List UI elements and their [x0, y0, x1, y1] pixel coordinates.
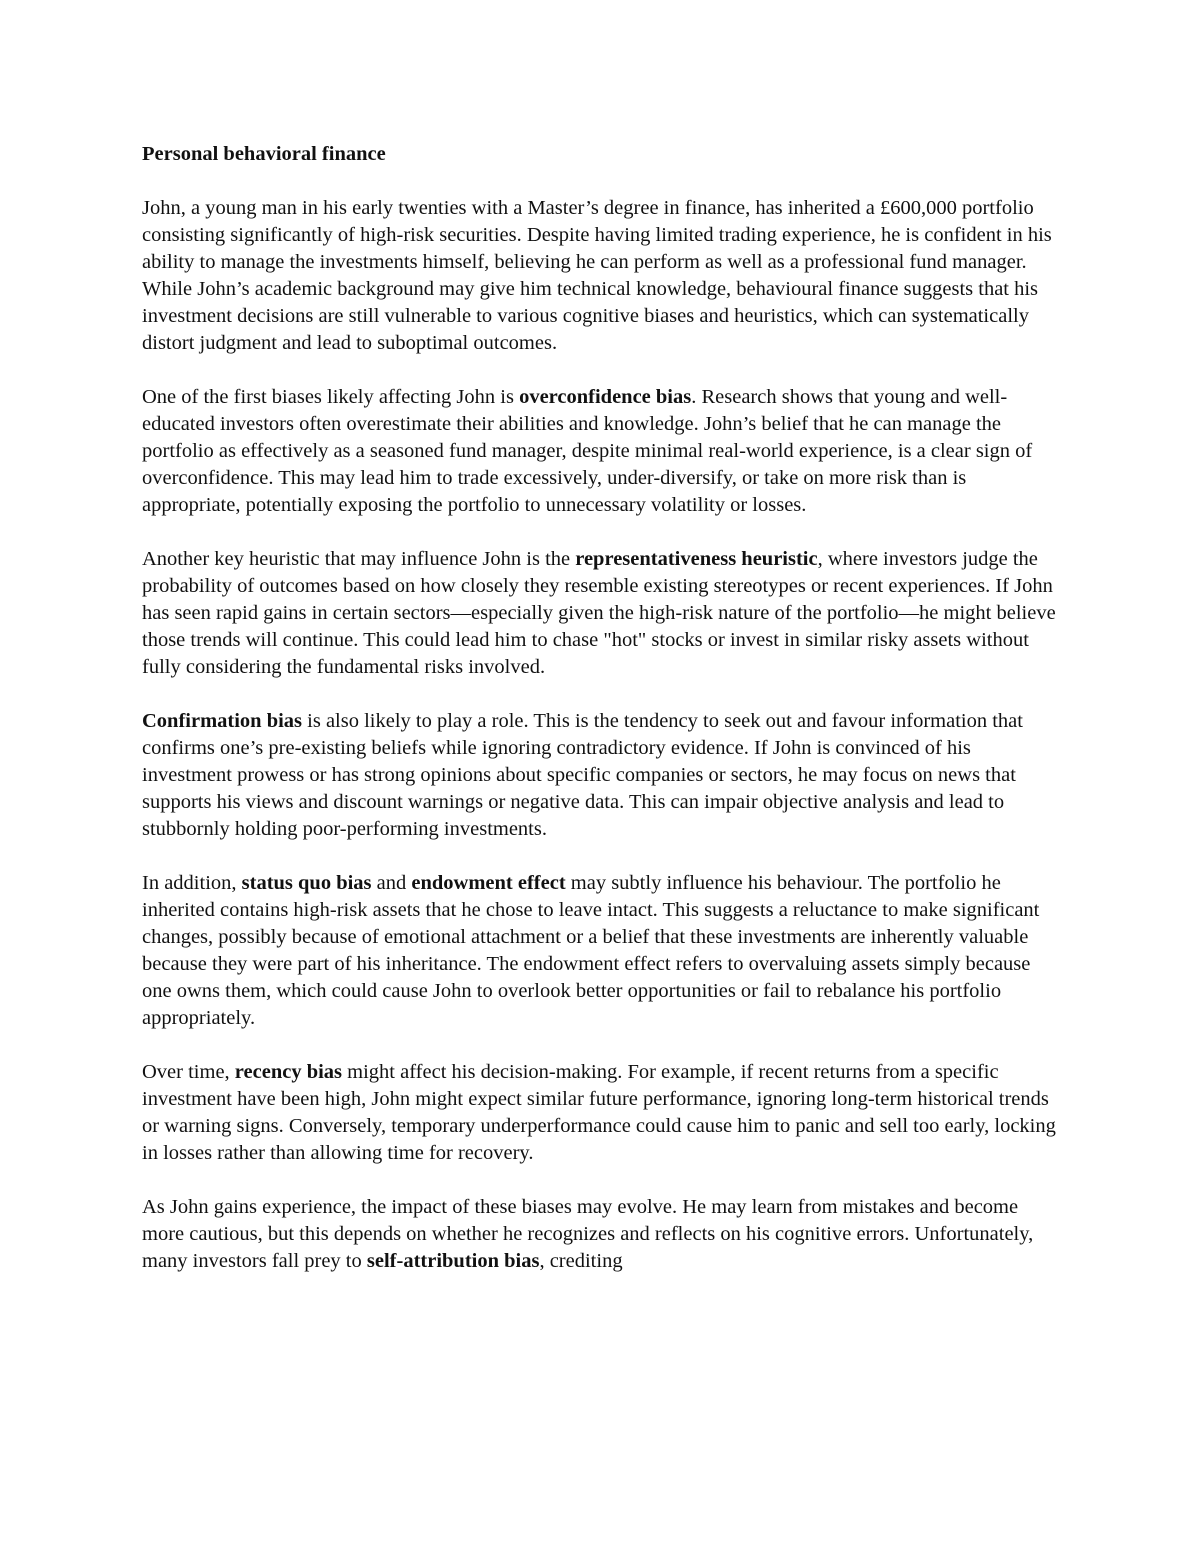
paragraph-text: . Research shows that young and well-educated investors often overestimate their abilities and knowledge. John’s belief that he can manage the portfolio as effectively as a seasoned fund manager, despite minimal real-world experience, is a clear sign of overconfidence. This may lead him to trade excessively, under-diversify, or take on more risk than is appropriate, potentially exposing the portfolio to unnecessary volatility or losses.	[142, 386, 1033, 516]
paragraph-list	[142, 195, 1062, 1275]
document-title: Personal behavioral finance	[142, 143, 386, 165]
paragraph	[142, 546, 1062, 681]
paragraph-text: , where investors judge the probability of outcomes based on how closely they resemble existing stereotypes or recent experiences. If John has seen rapid gains in certain sectors—especially given the high-risk nature of the portfolio—he might believe those trends will continue. This could lead him to chase "hot" stocks or invest in similar risky assets without fully considering the fundamental risks involved.	[142, 548, 1056, 678]
bold-term: representativeness heuristic	[575, 548, 818, 570]
bold-term: overconfidence bias	[519, 386, 692, 408]
paragraph-text: is also likely to play a role. This is the tendency to seek out and favour information that confirms one’s pre-existing beliefs while ignoring contradictory evidence. If John is convinced of his investment prowess or has strong opinions about specific companies or sectors, he may focus on news that supports his views and discount warnings or negative data. This can impair objective analysis and lead to stubbornly holding poor-performing investments.	[142, 710, 1023, 840]
paragraph	[142, 195, 1062, 357]
bold-term: self-attribution bias	[366, 1250, 540, 1272]
paragraph-text: might affect his decision-making. For example, if recent returns from a specific investment have been high, John might expect similar future performance, ignoring long-term historical trends or warning signs. Conversely, temporary underperformance could cause him to panic and sell too early, locking in losses rather than allowing time for recovery.	[142, 1061, 1056, 1164]
paragraph	[142, 870, 1062, 1032]
paragraph-text: As John gains experience, the impact of these biases may evolve. He may learn from mistakes and become more cautious, but this depends on whether he recognizes and reflects on his cognitive errors. Unfortunately, many investors fall prey to	[142, 1196, 1034, 1272]
bold-term: status quo bias	[241, 872, 372, 894]
paragraph-text: One of the first biases likely affecting John is	[142, 386, 520, 408]
paragraph-text: In addition,	[142, 872, 242, 894]
paragraph	[142, 708, 1062, 843]
paragraph-text: , crediting	[539, 1250, 623, 1272]
paragraph-text: John, a young man in his early twenties with a Master’s degree in finance, has inherited a £600,000 portfolio consisting significantly of high-risk securities. Despite having limited trading experience, he is confident in his ability to manage the investments himself, believing he can perform as well as a professional fund manager. While John’s academic background may give him technical knowledge, behavioural finance suggests that his investment decisions are still vulnerable to various cognitive biases and heuristics, which can systematically distort judgment and lead to suboptimal outcomes.	[142, 197, 1052, 354]
document-body	[142, 141, 1062, 1302]
bold-term: recency bias	[234, 1061, 343, 1083]
paragraph	[142, 384, 1062, 519]
paragraph-text: Over time,	[142, 1061, 235, 1083]
paragraph	[142, 1059, 1062, 1167]
paragraph-text: may subtly influence his behaviour. The portfolio he inherited contains high-risk assets that he chose to leave intact. This suggests a reluctance to make significant changes, possibly because of emotional attachment or a belief that these investments are inherently valuable because they were part of his inheritance. The endowment effect refers to overvaluing assets simply because one owns them, which could cause John to overlook better opportunities or fail to rebalance his portfolio appropriately.	[142, 872, 1040, 1029]
paragraph-text: and	[371, 872, 412, 894]
bold-term: Confirmation bias	[142, 710, 303, 732]
bold-term: endowment effect	[411, 872, 566, 894]
paragraph-text: Another key heuristic that may influence John is the	[142, 548, 576, 570]
paragraph	[142, 1194, 1062, 1275]
